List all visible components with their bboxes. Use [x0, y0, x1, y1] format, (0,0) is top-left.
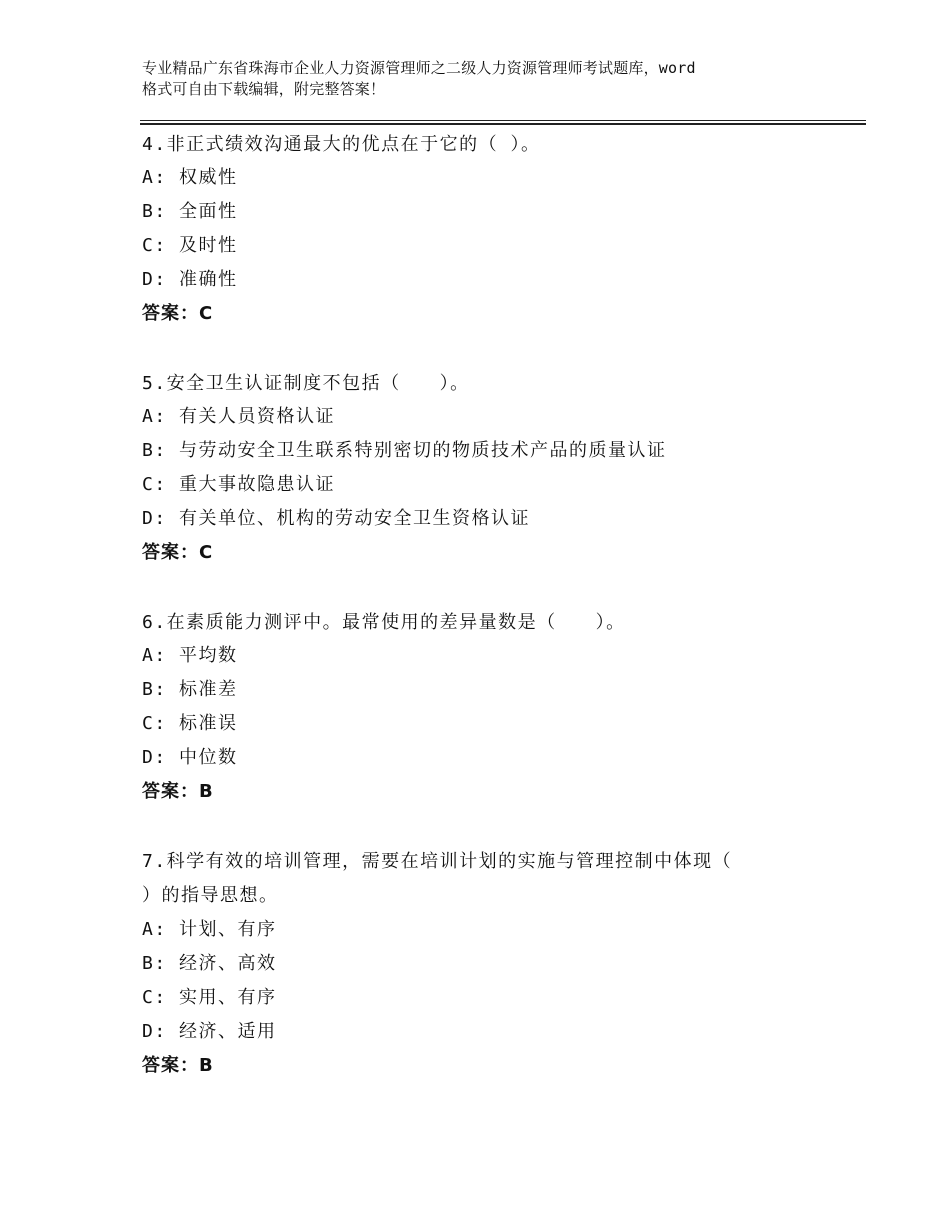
header-line-2: 格式可自由下载编辑，附完整答案！ — [142, 80, 386, 98]
header-divider-thick — [140, 123, 866, 125]
option-c: C: 重大事故隐患认证 — [142, 474, 336, 495]
question-title-line-1: 7.科学有效的培训管理，需要在培训计划的实施与管理控制中体现（ — [142, 851, 733, 872]
question-5 — [142, 367, 842, 570]
option-b: B: 标准差 — [142, 679, 238, 700]
option-b: B: 经济、高效 — [142, 953, 277, 974]
question-6 — [142, 606, 842, 809]
option-a: A: 权威性 — [142, 167, 238, 188]
answer-label: 答案：C — [142, 542, 214, 563]
option-a: A: 有关人员资格认证 — [142, 406, 336, 427]
answer-label: 答案：B — [142, 781, 214, 802]
header-divider-thin — [140, 120, 866, 121]
option-a: A: 平均数 — [142, 645, 238, 666]
question-7 — [142, 845, 842, 1083]
question-title: 6.在素质能力测评中。最常使用的差异量数是（ ）。 — [142, 612, 626, 633]
answer-label: 答案：B — [142, 1055, 214, 1076]
option-d: D: 有关单位、机构的劳动安全卫生资格认证 — [142, 508, 531, 529]
option-c: C: 及时性 — [142, 235, 238, 256]
option-c: C: 标准误 — [142, 713, 238, 734]
option-b: B: 全面性 — [142, 201, 238, 222]
option-a: A: 计划、有序 — [142, 919, 277, 940]
option-c: C: 实用、有序 — [142, 987, 277, 1008]
answer-label: 答案：C — [142, 303, 214, 324]
question-title: 5.安全卫生认证制度不包括（ ）。 — [142, 373, 470, 394]
question-title: 4.非正式绩效沟通最大的优点在于它的（ ）。 — [142, 134, 541, 155]
question-title-line-2: ）的指导思想。 — [142, 885, 279, 906]
option-b: B: 与劳动安全卫生联系特别密切的物质技术产品的质量认证 — [142, 440, 667, 461]
header-line-1: 专业精品广东省珠海市企业人力资源管理师之二级人力资源管理师考试题库，word — [142, 59, 696, 77]
option-d: D: 准确性 — [142, 269, 238, 290]
option-d: D: 经济、适用 — [142, 1021, 277, 1042]
question-4 — [142, 128, 842, 331]
option-d: D: 中位数 — [142, 747, 238, 768]
document-header — [142, 58, 842, 100]
